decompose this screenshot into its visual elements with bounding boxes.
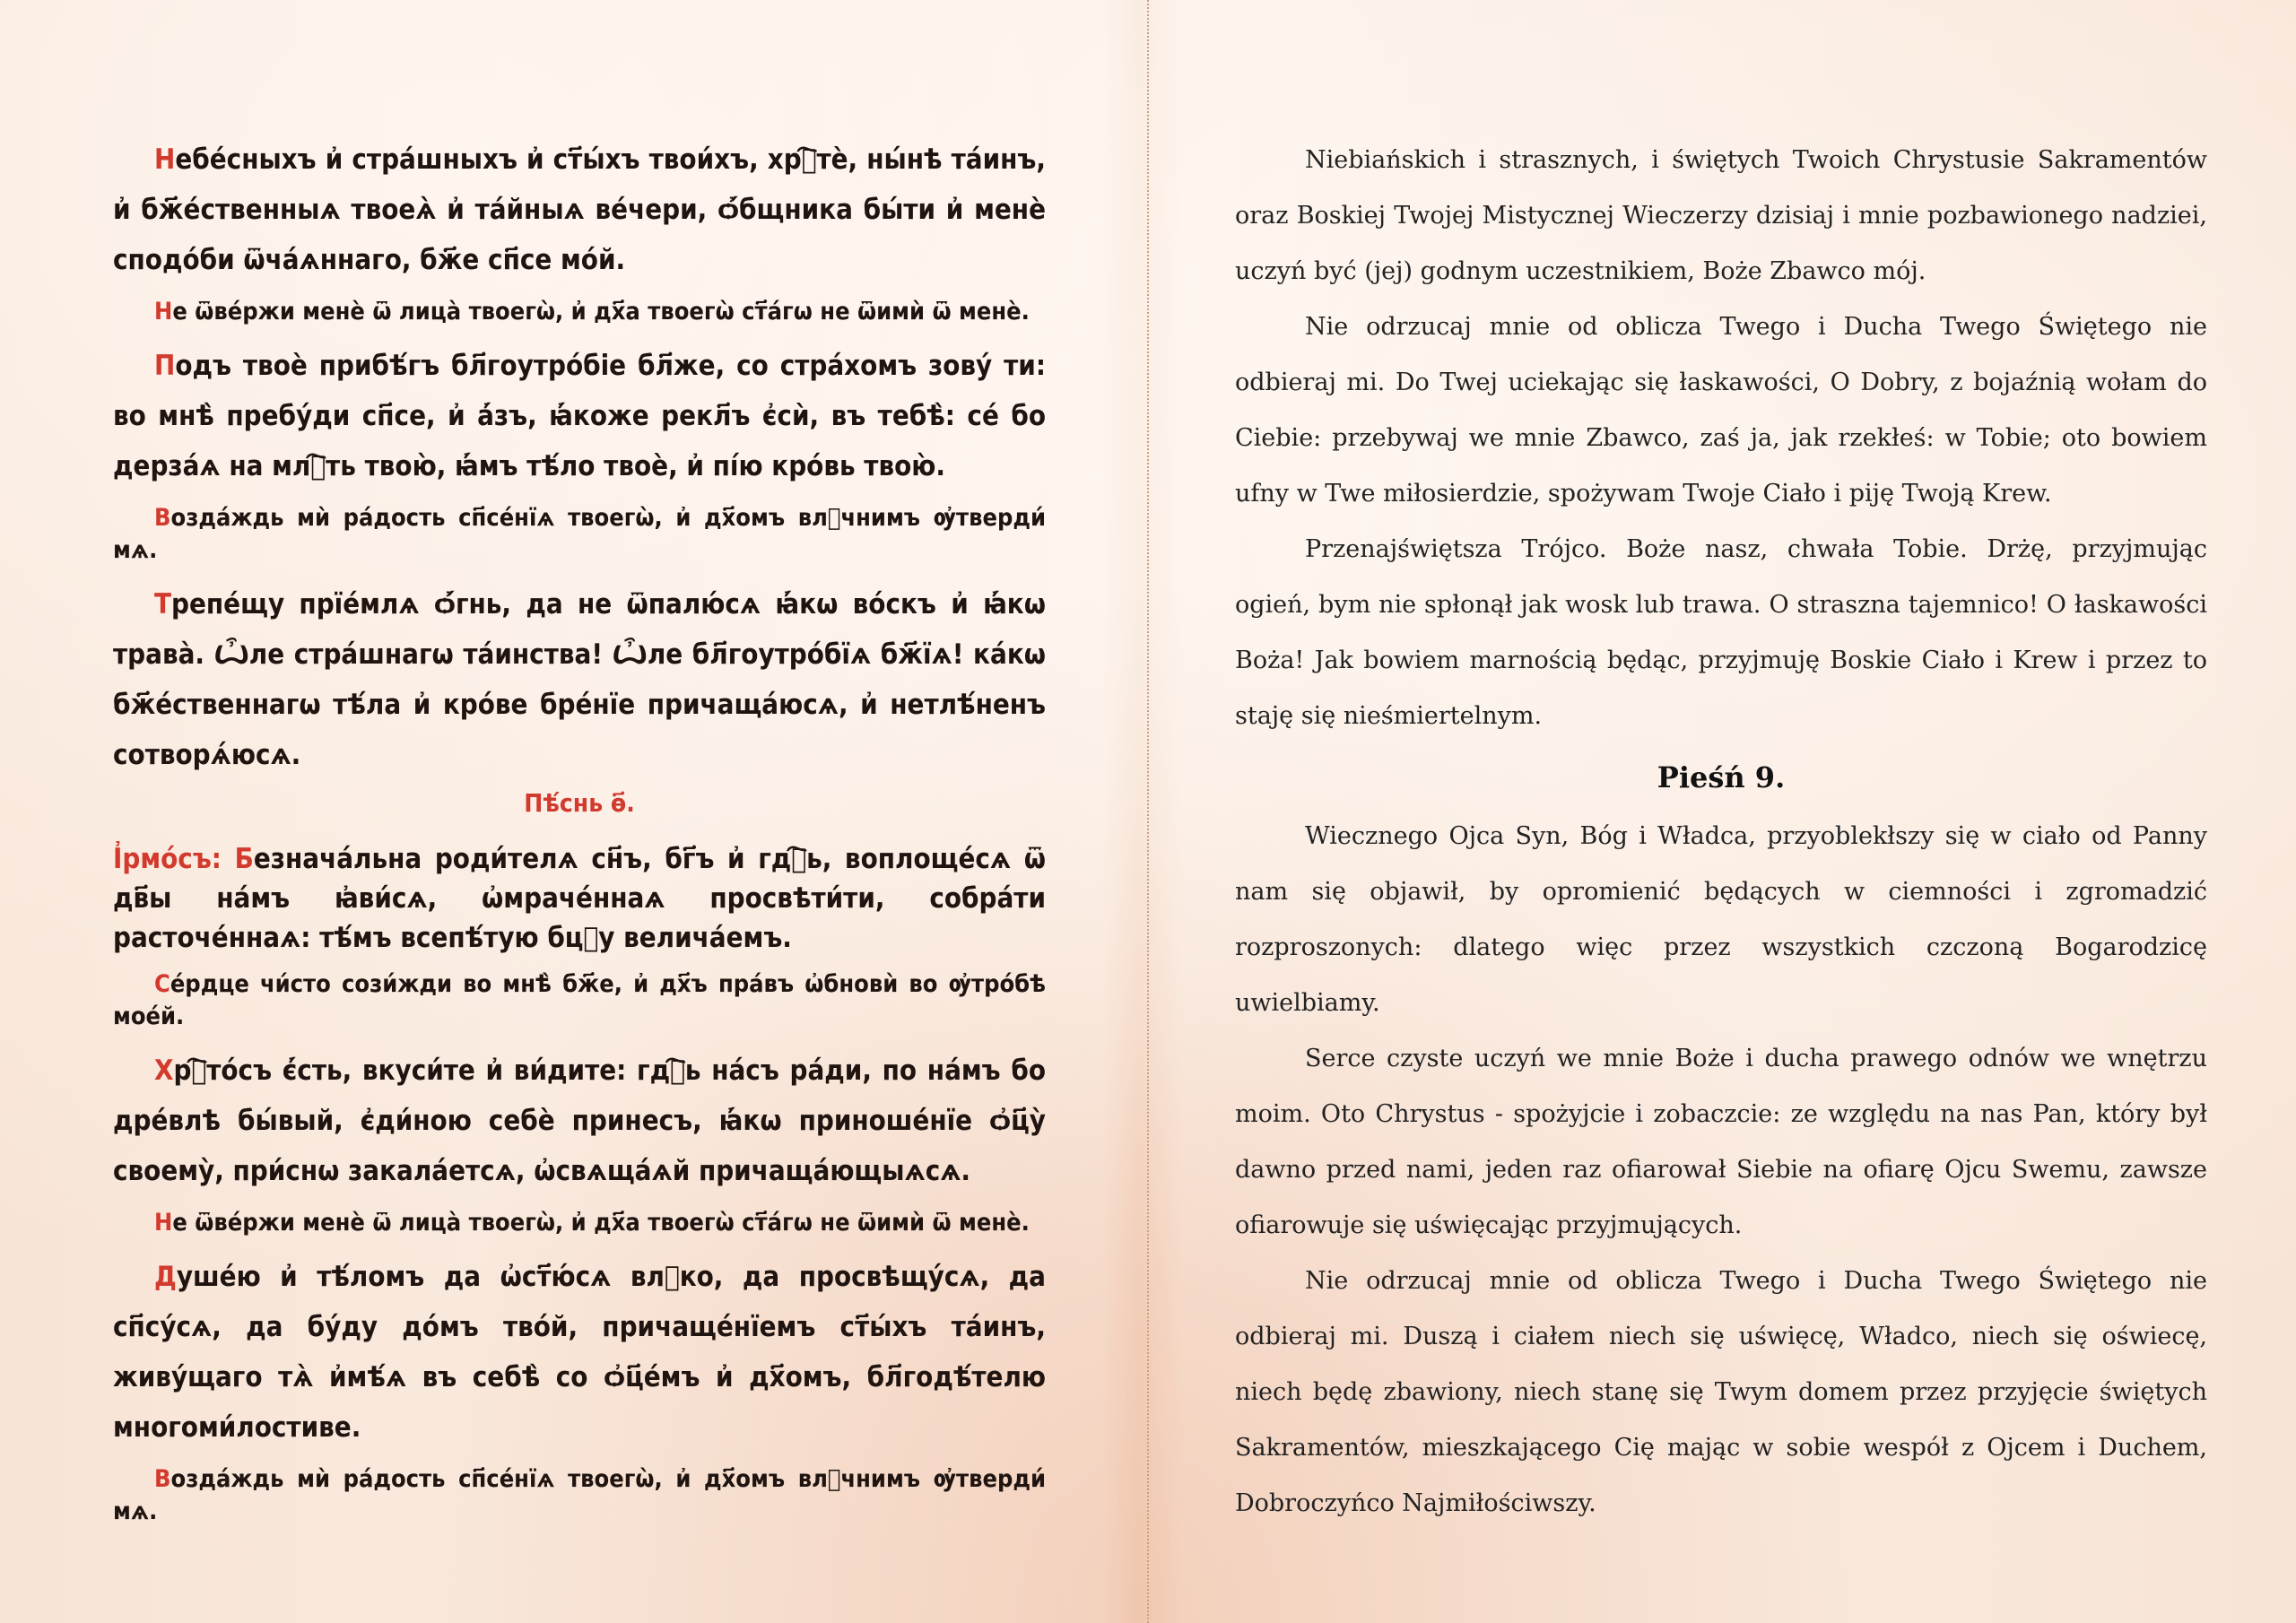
troparion-verse [113, 135, 1046, 285]
verse-text: уше́ю и҆ тѣ́ломъ да ѡ҆ст҃ю́сѧ влⷣко, да просвѣщу́сѧ, да сп҃су́сѧ, да бу́ду до́мъ тво́й, причаще́нїемъ ст҃ы́хъ та́инъ, живу́щаго тѧ̀ и҆мѣ́ѧ въ себѣ̀ со ѻ҆ц҃е́мъ и҆ дх҃омъ, бл҃годѣ́телю многоми́лостиве. [113, 1261, 1046, 1444]
red-initial-letter: Н [154, 298, 173, 325]
troparion-verse [113, 1252, 1046, 1453]
left-page-church-slavonic [0, 0, 1147, 1623]
polish-paragraph: Niebiańskich i strasznych, i świętych Twoich Chrystusie Sakramentów oraz Boskiej Twojej Mistycznej Wieczerzy dzisiaj i mnie pozbawionego nadziei, uczyń być (jej) godnym uczestnikiem, Boże Zbawco mój. [1235, 146, 2207, 285]
verse-refrain [113, 502, 1046, 567]
polish-paragraph: Nie odrzucaj mnie od oblicza Twego i Ducha Twego Świętego nie odbieraj mi. Duszą i ciałem niech się uświęcę, Władco, niech się oświecę, niech będę zbawiony, niech stanę się Twym domem przez przyjęcie świętych Sakramentów, mieszkającego Cię mając w sobie wespół z Ojcem i Duchem, Dobroczyńco Najmiłościwszy. [1235, 1267, 2207, 1517]
verse-refrain [113, 1207, 1046, 1239]
red-initial-letter: В [154, 1465, 171, 1493]
verse-text: езнача́льна роди́телѧ сн҃ъ, бг҃ъ и҆ гдⷭ҇ь, воплоще́сѧ ѿ дв҃ы на́мъ ꙗ҆ви́сѧ, ѡ҆мраче́ннаѧ просвѣти́ти, собра́ти расточе́ннаѧ: тѣ́мъ всепѣ́тую бцⷣу велича́емъ. [113, 843, 1046, 954]
church-slavonic-text-column [113, 135, 1046, 1541]
red-initial-letter: Н [154, 143, 176, 176]
red-initial-letter: В [154, 504, 171, 532]
red-initial-letter: Н [154, 1209, 173, 1237]
red-initial-letter: С [154, 970, 170, 998]
verse-text: е ѿве́ржи менѐ ѿ лица̀ твоегѡ̀, и҆ дх҃а твоегѡ̀ ст҃а́гѡ не ѿимѝ ѿ менѐ. [172, 298, 1030, 325]
verse-refrain [113, 296, 1046, 328]
polish-paragraph: Nie odrzucaj mnie od oblicza Twego i Ducha Twego Świętego nie odbieraj mi. Do Twej uciekając się łaskawości, O Dobry, z bojaźnią wołam do Ciebie: przebywaj we mnie Zbawco, zaś ja, jak rzekłeś: w Tobie; oto bowiem ufny w Twe miłosierdzie, spożywam Twoje Ciało i piję Twoją Krew. [1235, 313, 2207, 508]
polish-paragraph: Wiecznego Ojca Syn, Bóg i Władca, przyoblekłszy się w ciało od Panny nam się objawił, by opromienić będących w ciemności i zgromadzić rozproszonych: dlatego więc przez wszystkich czczoną Bogarodzicę uwielbiamy. [1235, 822, 2207, 1017]
troparion-verse [113, 341, 1046, 491]
ode-heading-slavonic: Пѣ́снь ѳ҃. [524, 788, 635, 818]
troparion-verse [113, 579, 1046, 780]
polish-paragraph: Serce czyste uczyń we mnie Boże i ducha prawego odnów we wnętrzu moim. Oto Chrystus - spożyjcie i zobaczcie: ze względu na nas Pan, który był dawno przed nami, jeden raz ofiarował Siebie na ofiarę Ojcu Swemu, zawsze ofiarowuje się uświęcając przyjmujących. [1235, 1045, 2207, 1239]
verse-text: рⷭ҇то́съ є҆́сть, вкуси́те и҆ ви́дите: гдⷭ҇ь на́съ ра́ди, по на́мъ бо дре́влѣ бы́вый, є҆ди́ною себѐ принесъ, ꙗ҆́кѡ приноше́нїе ѻ҆ц҃у̀ своему̀, при́снѡ закала́етсѧ, ѡ҆свѧща́ѧй причаща́ющыѧсѧ. [113, 1055, 1046, 1187]
verse-text: озда́ждь мѝ ра́дость сп҃се́нїѧ твоегѡ̀, и҆ дх҃омъ влⷣчнимъ ѹ҆тверди́ мѧ. [113, 1465, 1046, 1525]
polish-paragraph: Przenajświętsza Trójco. Boże nasz, chwała Tobie. Drżę, przyjmując ogień, bym nie spłonął jak wosk lub trawa. O straszna tajemnico! O łaskawości Boża! Jak bowiem marnością będąc, przyjmuję Boskie Ciało i Krew i przez to staję się nieśmiertelnym. [1235, 535, 2207, 730]
red-initial-letter: Х [154, 1055, 174, 1087]
verse-text: озда́ждь мѝ ра́дость сп҃се́нїѧ твоегѡ̀, и҆ дх҃омъ влⷣчнимъ ѹ҆тверди́ мѧ. [113, 504, 1046, 564]
verse-refrain [113, 968, 1046, 1033]
red-initial-letter: Д [154, 1261, 177, 1293]
polish-text-column [1235, 133, 2207, 1532]
verse-refrain [113, 1463, 1046, 1528]
red-initial-letter: Т [154, 588, 172, 621]
ode-heading: Pieśń 9. [1657, 760, 1786, 794]
verse-text: ебе́сныхъ и҆ стра́шныхъ и҆ ст҃ы́хъ твои́хъ, хрⷭ҇тѐ, ны́нѣ та́инъ, и҆ бж҃е́ственныѧ твоеѧ̀ и҆ та́йныѧ ве́чери, ѻ҆́бщника бы́ти и҆ менѐ сподо́би ѿча́ѧннаго, бж҃е сп҃се мо́й. [113, 143, 1046, 276]
irmos-verse [113, 839, 1046, 958]
red-initial-letter: П [154, 350, 176, 382]
red-initial-letter: Б [234, 843, 254, 875]
verse-text: репе́щу прїе́млѧ ѻ҆́гнь, да не ѿпалю́сѧ ꙗ҆́кѡ во́скъ и҆ ꙗ҆́кѡ трава̀. Ѽле стра́шнагѡ та́инства! Ѽле бл҃гоутро́бїѧ бж҃їѧ! ка́кѡ бж҃е́ственнагѡ тѣ́ла и҆ кро́ве бре́нїе причаща́юсѧ, и҆ нетлѣ́ненъ сотворѧ́юсѧ. [113, 588, 1046, 771]
verse-text: е ѿве́ржи менѐ ѿ лица̀ твоегѡ̀, и҆ дх҃а твоегѡ̀ ст҃а́гѡ не ѿимѝ ѿ менѐ. [172, 1209, 1030, 1237]
troparion-verse [113, 1046, 1046, 1196]
verse-text: одъ твоѐ прибѣ́гъ бл҃гоутро́біе бл҃же, со стра́хомъ зову́ ти: во мнѣ̀ пребу́ди сп҃се, и҆ а҆́зъ, ꙗ҆́коже рекл҃ъ є҆сѝ, въ тебѣ̀: се́ бо дерза́ѧ на млⷭ҇ть твою̀, ꙗ҆́мъ тѣ́ло твоѐ, и҆ пі́ю кро́вь твою̀. [113, 350, 1046, 482]
verse-text: е́рдце чи́сто сози́жди во мнѣ̀ бж҃е, и҆ дх҃ъ пра́въ ѡ҆бновѝ во ѹ҆тро́бѣ мое́й. [113, 970, 1046, 1030]
irmos-label: І҆рмо́съ: [113, 843, 235, 875]
right-page-polish [1149, 0, 2296, 1623]
